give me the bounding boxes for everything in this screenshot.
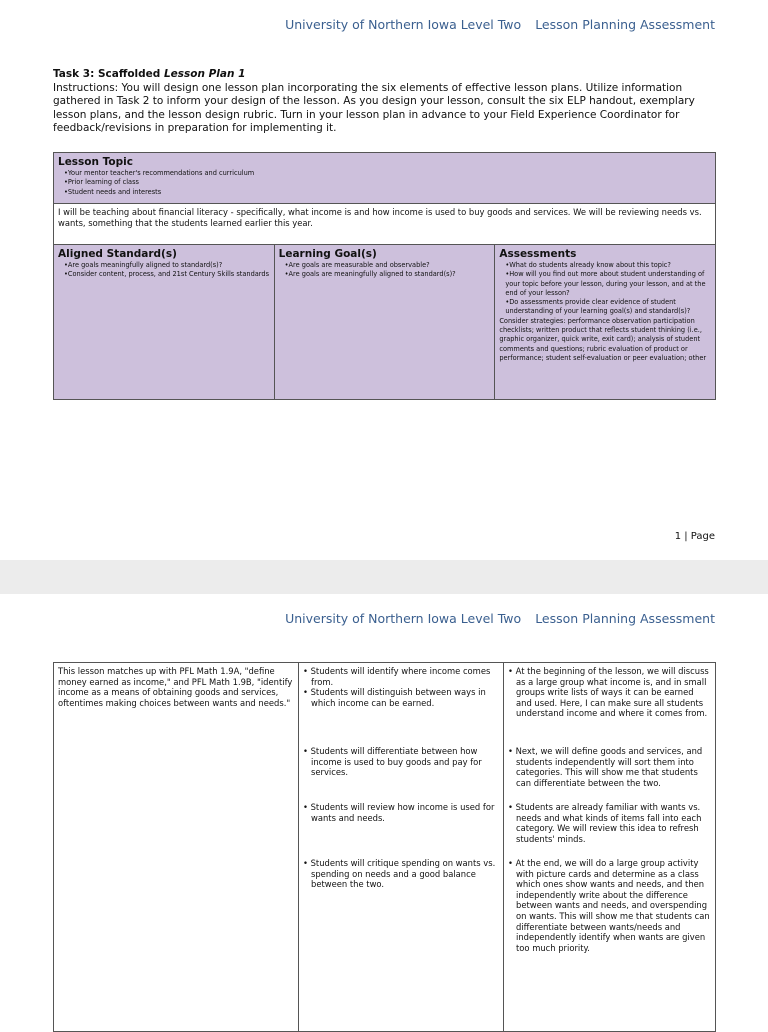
assessment-cell: [504, 663, 716, 744]
header-university: University of Northern Iowa Level Two: [285, 17, 522, 32]
goal-item: • Students will review how income is used for wants and needs.: [303, 802, 499, 823]
page-header: [285, 611, 715, 626]
assessments-prompt: • Do assessments provide clear evidence of student understanding of your learning goal(s) and standard(s)?: [505, 298, 711, 317]
lesson-topic-cell: [54, 153, 716, 204]
assessment-item: • At the end, we will do a large group activity with picture cards and determine as a class which ones show wants and needs, and then independently write about the difference between wants and needs, and overspending on wants. This will show me that students can differentiate between wants/needs and independently identify when wants are given too much priority.: [508, 858, 711, 953]
goal-item: • Students will critique spending on wants vs. spending on needs and a good balance between the two.: [303, 858, 499, 890]
standards-header-cell: [54, 245, 275, 400]
goal-cell: [299, 663, 504, 744]
header-assessment: Lesson Planning Assessment: [535, 611, 715, 626]
goal-cell: [299, 799, 504, 855]
goals-prompt: • Are goals are meaningfully aligned to standard(s)?: [285, 270, 491, 279]
page-header: [285, 17, 715, 32]
page-separator: [0, 560, 768, 594]
document-page-2: [0, 594, 768, 1024]
task-title: Task 3: Scaffolded Lesson Plan 1: [53, 68, 246, 80]
header-university: University of Northern Iowa Level Two: [285, 611, 522, 626]
assessments-strategies: Consider strategies: performance observation participation checklists; written product that reflects student thinking (i.e., graphic organizer, quick write, exit card); analysis of student comments and questions; rubric evaluation of product or performance; student self-evaluation or peer evaluation; other: [499, 316, 707, 362]
task-section: [53, 68, 718, 136]
goal-item: • Students will identify where income comes from.: [303, 666, 499, 687]
assessment-cell: [504, 799, 716, 855]
header-assessment: Lesson Planning Assessment: [535, 17, 715, 32]
assessment-item: • At the beginning of the lesson, we will discuss as a large group what income is, and in small groups write lists of ways it can be earned and used. Here, I can make sure all students understand income and where it comes from.: [508, 666, 711, 719]
lesson-topic-table: [53, 152, 716, 400]
goal-item: • Students will distinguish between ways in which income can be earned.: [303, 687, 499, 708]
goals-heading: Learning Goal(s): [278, 248, 377, 260]
assessment-cell: [504, 743, 716, 799]
standards-prompt: • Consider content, process, and 21st Century Skills standards: [64, 270, 270, 279]
topic-prompt: • Student needs and interests: [64, 188, 711, 197]
topic-prompt: • Prior learning of class: [64, 178, 711, 187]
page-number: 1 | Page: [674, 531, 715, 542]
topic-prompt: • Your mentor teacher's recommendations and curriculum: [64, 169, 711, 178]
assessments-heading: Assessments: [499, 248, 577, 260]
goals-prompt: • Are goals are measurable and observable?: [285, 261, 491, 270]
lesson-topic-heading: Lesson Topic: [58, 156, 133, 168]
standards-cell: [54, 663, 299, 1032]
task-instructions: Instructions: You will design one lesson plan incorporating the six elements of effective lesson plans. Utilize information gathered in Task 2 to inform your design of the lesson. As you design your lesson, consult the six ELP handout, exemplary lesson plans, and the lesson design rubric. Turn in your lesson plan in advance to your Field Experience Coordinator for feedback/revisions in preparation for implementing it.: [53, 81, 695, 134]
assessment-item: • Next, we will define goods and services, and students independently will sort them into categories. This will show me that students can differentiate between the two.: [508, 746, 711, 788]
standards-text: This lesson matches up with PFL Math 1.9A, "define money earned as income," and PFL Math 1.9B, "identify income as a means of obtaining goods and services, oftentimes making choices between wants and needs.": [58, 666, 293, 708]
goal-cell: [299, 855, 504, 1032]
assessment-cell: [504, 855, 716, 1032]
assessments-prompt: • How will you find out more about student understanding of your topic before your lesson, during your lesson, and at the end of your lesson?: [505, 270, 711, 298]
lesson-plan-table: [53, 662, 716, 1032]
assessments-prompt: • What do students already know about this topic?: [505, 261, 711, 270]
assessments-header-cell: [495, 245, 716, 400]
lesson-topic-response: I will be teaching about financial literacy - specifically, what income is and how income is used to buy goods and services. We will be reviewing needs vs. wants, something that the students learned earlier this year.: [54, 204, 716, 245]
standards-prompt: • Are goals meaningfully aligned to standard(s)?: [64, 261, 270, 270]
goal-item: • Students will differentiate between how income is used to buy goods and pay for services.: [303, 746, 499, 778]
goal-cell: [299, 743, 504, 799]
standards-heading: Aligned Standard(s): [58, 248, 177, 260]
assessment-item: • Students are already familiar with wants vs. needs and what kinds of items fall into each category. We will review this idea to refresh students' minds.: [508, 802, 711, 844]
goals-header-cell: [274, 245, 495, 400]
